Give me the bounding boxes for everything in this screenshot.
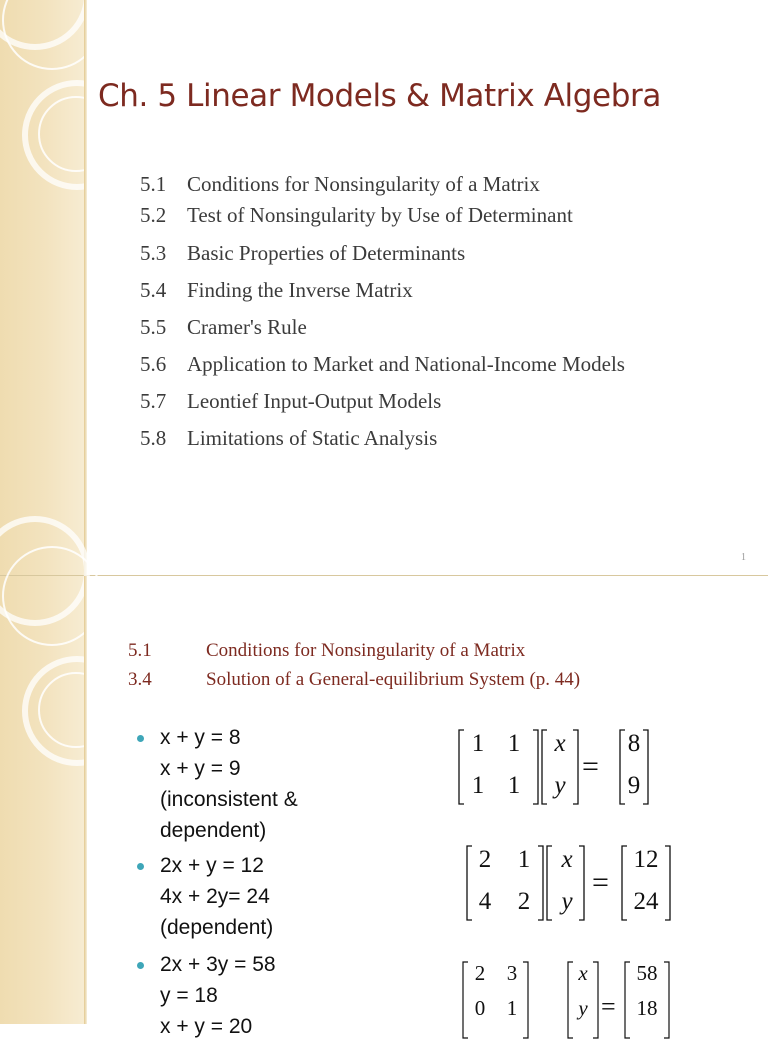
rhs-cell: 18 — [636, 996, 658, 1020]
equation-line: 2x + 3y = 58 — [160, 953, 276, 976]
toc-item-label: Leontief Input-Output Models — [187, 389, 442, 413]
section-title: Conditions for Nonsingularity of a Matrix — [206, 640, 526, 661]
matrix-equation — [460, 958, 678, 1038]
rhs-cell: 9 — [627, 772, 641, 799]
matrix-cell: 3 — [506, 961, 518, 985]
variable-cell: y — [561, 888, 573, 915]
toc-item-label: Finding the Inverse Matrix — [187, 278, 413, 302]
decorative-ring — [2, 546, 102, 646]
bullet-dot-icon — [137, 863, 144, 870]
matrix-cell: 1 — [471, 730, 485, 757]
toc-item-number: 5.2 — [140, 203, 167, 227]
toc-item-number: 5.3 — [140, 241, 167, 265]
equation-line: x + y = 20 — [160, 1015, 253, 1038]
toc-item-number: 5.8 — [140, 426, 167, 450]
decorative-sidebar — [0, 576, 84, 1024]
toc-item-number: 5.6 — [140, 352, 167, 376]
matrix-cell: 1 — [506, 996, 518, 1020]
matrix-cell: 2 — [478, 846, 492, 873]
section-number: 3.4 — [128, 669, 152, 690]
toc-item-number: 5.4 — [140, 278, 167, 302]
page-number: 1 — [741, 552, 746, 563]
toc-item-number: 5.1 — [140, 172, 167, 196]
variable-cell: y — [554, 772, 566, 799]
matrix-cell: 1 — [507, 730, 521, 757]
toc-item-label: Test of Nonsingularity by Use of Determinant — [187, 203, 573, 227]
toc-item-label: Application to Market and National-Income Models — [187, 352, 625, 376]
matrix-cell: 1 — [471, 772, 485, 799]
variable-cell: x — [554, 730, 566, 757]
equals-sign: = — [601, 992, 616, 1021]
toc-item-label: Basic Properties of Determinants — [187, 241, 466, 265]
equation-line: 2x + y = 12 — [160, 854, 264, 877]
decorative-ring — [2, 0, 102, 70]
rhs-cell: 12 — [633, 846, 659, 873]
matrix-cell: 0 — [474, 996, 486, 1020]
equals-sign: = — [592, 866, 609, 899]
equation-line: y = 18 — [160, 984, 218, 1007]
equation-line: 4x + 2y= 24 — [160, 885, 270, 908]
bullet-dot-icon — [137, 962, 144, 969]
variable-cell: x — [561, 846, 573, 873]
matrix-cell: 2 — [474, 961, 486, 985]
rhs-cell: 58 — [636, 961, 658, 985]
matrix-cell: 2 — [517, 888, 531, 915]
matrix-equation — [464, 842, 676, 924]
sidebar-edge — [84, 0, 87, 576]
equation-note: dependent) — [160, 819, 267, 842]
rhs-cell: 8 — [627, 730, 641, 757]
equation-note: (inconsistent & — [160, 788, 298, 811]
matrix-cell: 4 — [478, 888, 492, 915]
decorative-ring — [38, 672, 114, 748]
rhs-cell: 24 — [633, 888, 659, 915]
equation-line: x + y = 9 — [160, 757, 241, 780]
equation-note: (dependent) — [160, 916, 274, 939]
equation-line: x + y = 8 — [160, 726, 241, 749]
toc-item-label: Limitations of Static Analysis — [187, 426, 438, 450]
matrix-equation — [456, 726, 656, 808]
toc-item-label: Cramer's Rule — [187, 315, 307, 339]
bullet-dot-icon — [137, 735, 144, 742]
slide-title: Ch. 5 Linear Models & Matrix Algebra — [98, 78, 661, 114]
variable-cell: x — [578, 961, 588, 985]
matrix-cell: 1 — [517, 846, 531, 873]
toc-item-number: 5.7 — [140, 389, 167, 413]
equals-sign: = — [582, 750, 599, 783]
section-number: 5.1 — [128, 640, 152, 661]
section-title: Solution of a General-equilibrium System (p. 44) — [206, 669, 581, 690]
decorative-sidebar — [0, 0, 84, 576]
variable-cell: y — [578, 996, 588, 1020]
toc-item-number: 5.5 — [140, 315, 167, 339]
sidebar-edge — [84, 576, 87, 1024]
toc-item-label: Conditions for Nonsingularity of a Matrix — [187, 172, 540, 196]
matrix-cell: 1 — [507, 772, 521, 799]
slide-2 — [0, 576, 768, 1038]
